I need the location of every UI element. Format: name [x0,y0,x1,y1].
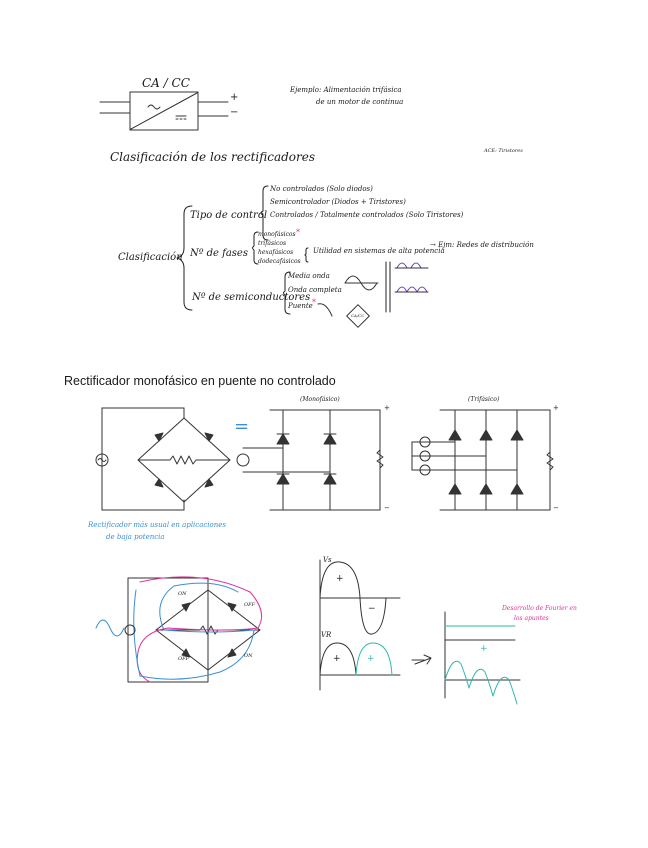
side-note: ACE: Tiristores [484,148,523,154]
converter-block-symbol [100,92,228,130]
tri-label: (Trifásico) [468,396,500,403]
bridge-label: CA/CC [351,313,365,318]
wave-sketches [318,263,428,327]
mono-label: (Monofásico) [300,396,340,403]
tri-plus: + [553,404,559,412]
equals-sign: = [234,416,250,437]
vs-minus: − [368,604,376,614]
vr-label: VR [321,631,332,639]
vs-plus: + [336,574,344,584]
vr-plus-1: + [333,654,341,664]
semi-item-2: Onda completa [288,286,342,294]
bridge-circuit-tri [412,410,553,510]
section-title: Clasificación de los rectificadores [110,150,316,164]
vs-label: Vs [323,556,332,564]
phase-example: → Ejm: Redes de distribución [430,241,534,249]
blue-note-line-2: de baja potencia [106,533,165,541]
semi-item-3: Puente [288,302,313,310]
minus-sign: − [230,107,239,118]
on-label-1: ON [178,591,187,597]
tri-minus: − [553,504,559,512]
phase-item-2: trifásicos [258,240,287,247]
example-line-2: de un motor de continua [316,98,404,106]
semis-label: Nº de semiconductores [192,292,311,303]
mono-plus: + [384,404,390,412]
phase-item-4: dodecafásicos [258,258,301,265]
control-item-2: Semicontrolador (Diodos + Tiristores) [270,198,406,206]
vr-plus-2: + [367,654,375,664]
converter-caption: CA / CC [142,76,190,90]
off-label-1: OFF [244,602,256,608]
pink-asterisk: * [296,228,300,237]
control-item-3: Controlados / Totalmente controlados (Solo Tiristores) [270,211,464,219]
semi-item-1: Media onda [288,272,330,280]
pink-note-line-2: los apuntes [514,615,549,622]
control-type-label: Tipo de control [190,210,268,221]
control-item-1: No controlados (Solo diodos) [270,185,373,193]
section-heading: Rectificador monofásico en puente no controlado [64,374,336,388]
phase-item-1: monofásicos [258,231,296,238]
on-label-2: ON [244,653,253,659]
blue-note-line-1: Rectificador más usual en aplicaciones [88,521,227,529]
fourier-plus: + [480,644,488,654]
plus-sign: + [230,92,239,103]
example-line-1: Ejemplo: Alimentación trifásica [290,86,402,94]
classification-root: Clasificación [118,252,183,263]
phase-note: Utilidad en sistemas de alta potencia [313,247,445,255]
pink-asterisk-2: * [312,298,316,307]
off-label-2: OFF [178,656,190,662]
mono-minus: − [384,504,390,512]
bridge-circuit-1 [96,408,230,510]
phases-label: Nº de fases [190,248,248,259]
bridge-circuit-mono [237,410,383,510]
waveform-plots [320,560,520,704]
phase-item-3: hexafásicos [258,249,294,256]
pink-note-line-1: Desarrollo de Fourier en [502,605,577,612]
